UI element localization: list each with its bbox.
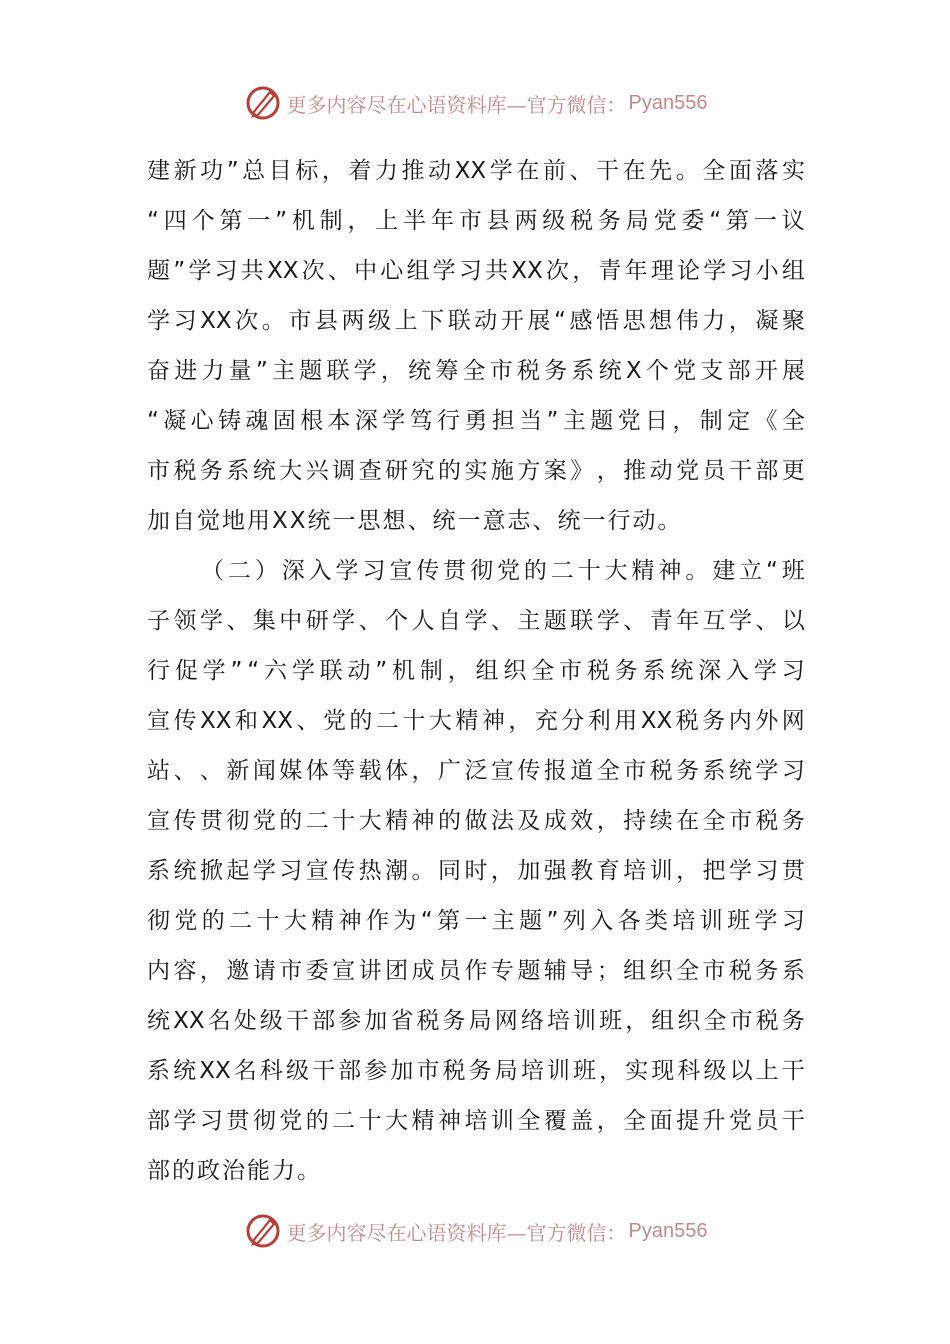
text-line: 系 统 掀 起 学 习 宣 传 热 潮 。 同 时 ， 加 强 教 育 培 训 ， 把 学 习 贯: [147, 858, 805, 884]
footer-watermark-banner: [0, 1206, 950, 1256]
text-line: 站 、 、 新 闻 媒 体 等 载 体 ， 广 泛 宣 传 报 道 全 市 税 务 系 统 学 习: [147, 758, 805, 784]
text-line: “ 凝 心 铸 魂 固 根 本 深 学 笃 行 勇 担 当 ” 主 题 党 日 ， 制 定 《 全: [147, 408, 805, 434]
text-line: 内 容 ， 邀 请 市 委 宣 讲 团 成 员 作 专 题 辅 导 ； 组 织 全 市 税 务 系: [147, 958, 805, 984]
text-line: 市 税 务 系 统 大 兴 调 查 研 究 的 实 施 方 案 》 ， 推 动 党 员 干 部 更: [147, 458, 805, 484]
text-line: （ 二 ） 深 入 学 习 宣 传 贯 彻 党 的 二 十 大 精 神 。 建 立 “ 班: [201, 558, 805, 584]
footer-wechat-id: Pyan556: [628, 1219, 708, 1242]
text-line: 部 的 政 治 能 力 。: [147, 1158, 322, 1184]
header-wechat-id: Pyan556: [628, 91, 708, 114]
text-line: 奋 进 力 量 ” 主 题 联 学 ， 统 筹 全 市 税 务 系 统 X 个 党 支 部 开 展: [147, 358, 805, 384]
text-line: 彻 党 的 二 十 大 精 神 作 为 “ 第 一 主 题 ” 列 入 各 类 培 训 班 学 习: [147, 908, 805, 934]
pen-logo-icon: [243, 1211, 283, 1251]
text-line: 子 领 学 、 集 中 研 学 、 个 人 自 学 、 主 题 联 学 、 青 年 互 学 、 以: [147, 608, 805, 634]
text-line: 加 自 觉 地 用 XX 统 一 思 想 、 统 一 意 志 、 统 一 行 动 。: [147, 508, 683, 534]
text-line: 部 学 习 贯 彻 党 的 二 十 大 精 神 培 训 全 覆 盖 ， 全 面 提 升 党 员 干: [147, 1108, 805, 1134]
header-watermark-text: 更多内容尽在心语资料库—官方微信：: [286, 92, 627, 117]
text-line: “ 四 个 第 一 ” 机 制 ， 上 半 年 市 县 两 级 税 务 局 党 委 “ 第 一 议: [147, 208, 805, 234]
text-line: 行 促 学 ” “ 六 学 联 动 ” 机 制 ， 组 织 全 市 税 务 系 统 深 入 学 习: [147, 658, 805, 684]
text-line: 学 习 XX 次 。 市 县 两 级 上 下 联 动 开 展 “ 感 悟 思 想 伟 力 ， 凝 聚: [147, 308, 805, 334]
text-line: 题 ” 学 习 共 XX 次 、 中 心 组 学 习 共 XX 次 ， 青 年 理 论 学 习 小 组: [147, 258, 805, 284]
pen-logo-icon: [243, 83, 283, 123]
document-body: [147, 146, 805, 1196]
text-line: 系 统 XX 名 科 级 干 部 参 加 市 税 务 局 培 训 班 ， 实 现 科 级 以 上 干: [147, 1058, 805, 1084]
text-line: 统 XX 名 处 级 干 部 参 加 省 税 务 局 网 络 培 训 班 ， 组 织 全 市 税 务: [147, 1008, 805, 1034]
text-line: 建 新 功 ” 总 目 标 ， 着 力 推 动 XX 学 在 前 、 干 在 先 。 全 面 落 实: [147, 158, 805, 184]
text-line: 宣 传 XX 和 XX 、 党 的 二 十 大 精 神 ， 充 分 利 用 XX 税 务 内 外 网: [147, 708, 805, 734]
footer-watermark-text: 更多内容尽在心语资料库—官方微信：: [286, 1220, 627, 1245]
header-watermark-banner: [0, 78, 950, 128]
text-line: 宣 传 贯 彻 党 的 二 十 大 精 神 的 做 法 及 成 效 ， 持 续 在 全 市 税 务: [147, 808, 805, 834]
